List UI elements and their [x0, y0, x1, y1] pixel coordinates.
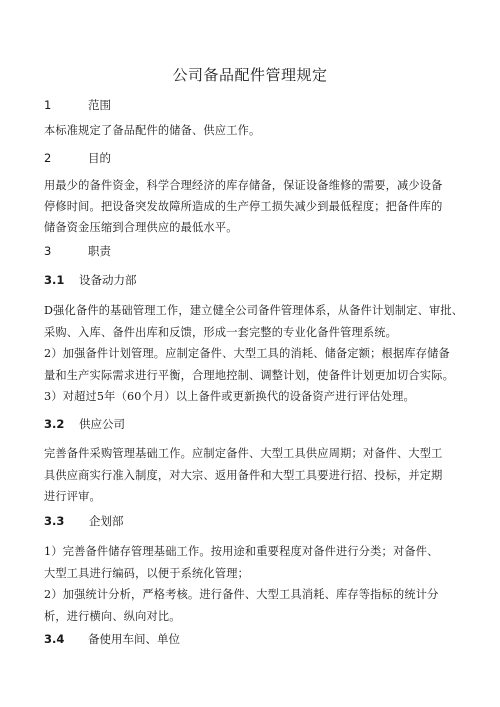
paragraph-line: 1）完善备件储存管理基础工作。按用途和重要程度对备件进行分类；对备件、 — [44, 545, 439, 558]
paragraph-line: 储备资金压缩到合理供应的最低水平。 — [44, 221, 238, 234]
paragraph-line: D强化备件的基础管理工作，建立健全公司备件管理体系，从备件计划制定、审批、 — [44, 304, 464, 317]
section-title: 设备动力部 — [79, 273, 137, 287]
section-number: 1 — [44, 98, 52, 112]
paragraph-line: 用最少的备件资金，科学合理经济的库存储备，保证设备维修的需要，减少设备 — [44, 179, 443, 192]
paragraph-line: 停修时间。把设备突发故障所造成的生产停工损失减少到最低程度；把备件库的 — [44, 200, 443, 213]
section-number: 2 — [44, 151, 52, 165]
section-3-2-body — [44, 443, 464, 508]
section-title: 企划部 — [89, 514, 124, 528]
paragraph-line: 大型工具进行编码，以便于系统化管理； — [44, 566, 249, 580]
section-number: 3.2 — [44, 417, 65, 431]
paragraph-line: 具供应商实行准入制度，对大宗、返用备件和大型工具要进行招、投标，并定期 — [44, 468, 443, 482]
paragraph-line: 3）对超过5年（60个月）以上备件或更新换代的设备资产进行评估处理。 — [44, 390, 415, 403]
document-title: 公司备品配件管理规定 — [172, 66, 328, 84]
paragraph-line: 采购、入库、备件出库和反馈，形成一套完整的专业化备件管理系统。 — [44, 325, 398, 339]
section-1-body — [44, 121, 464, 141]
paragraph-line: 进行评审。 — [44, 490, 101, 503]
section-title: 职责 — [88, 244, 111, 258]
section-number: 3.1 — [44, 273, 65, 287]
paragraph-line: 量和生产实际需求进行平衡，合理地控制、调整计划，使备件计划更加切合实际。 — [44, 368, 454, 382]
section-3-4-heading — [44, 631, 180, 647]
section-3-3-heading — [44, 513, 124, 529]
section-3-heading — [44, 243, 111, 259]
section-2-body — [44, 175, 464, 238]
section-number: 3.3 — [44, 514, 65, 528]
section-2-heading — [44, 150, 111, 166]
paragraph-line: 完善备件采购管理基础工作。应制定备件、大型工具供应周期；对备件、大型工 — [44, 447, 443, 460]
section-3-1-heading — [44, 272, 137, 288]
paragraph-line: 本标准规定了备品配件的储备、供应工作。 — [44, 124, 261, 137]
paragraph-line: 析，进行横向、纵向对比。 — [44, 609, 181, 623]
section-3-1-body — [44, 300, 464, 408]
paragraph-line: 2）加强统计分析，严格考核。进行备件、大型工具消耗、库存等指标的统计分 — [44, 588, 439, 601]
section-3-2-heading — [44, 416, 125, 432]
section-1-heading — [44, 97, 111, 113]
section-title: 备使用车间、单位 — [88, 632, 180, 646]
section-number: 3.4 — [44, 632, 65, 646]
paragraph-line: 2）加强备件计划管理。应制定备件、大型工具的消耗、储备定额；根据库存储备 — [44, 347, 450, 360]
section-number: 3 — [44, 244, 52, 258]
section-title: 目的 — [88, 151, 111, 165]
section-3-3-body — [44, 541, 464, 627]
section-title: 供应公司 — [79, 417, 125, 431]
section-title: 范围 — [88, 98, 111, 112]
